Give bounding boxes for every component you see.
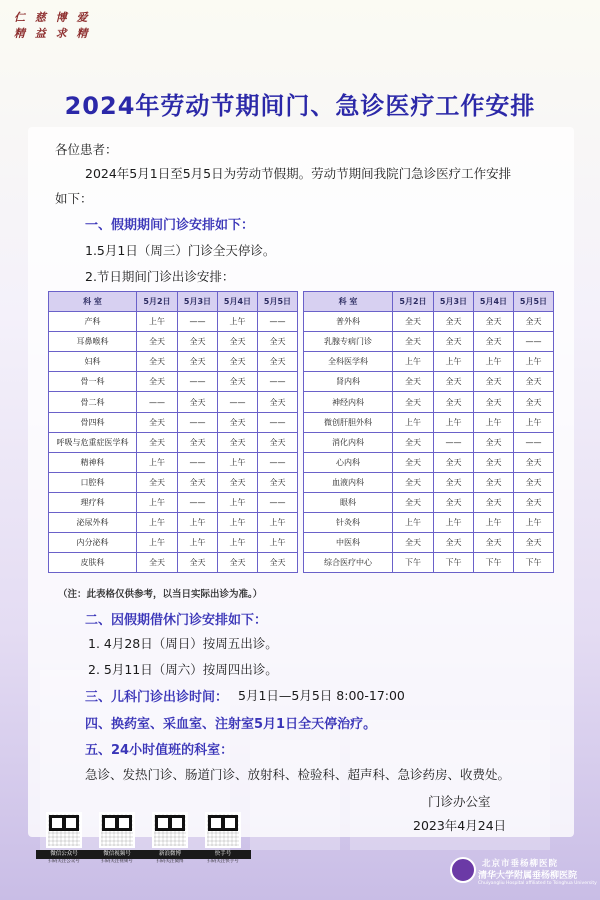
schedule-cell: 全天 [474,432,514,452]
department-cell: 针灸科 [304,513,393,533]
table-row [304,553,554,573]
department-cell: 普外科 [304,312,393,332]
schedule-cell: 全天 [514,452,554,472]
intro-line-1: 2024年5月1日至5月5日为劳动节假期。劳动节期间我院门急诊医疗工作安排 [85,166,512,181]
table-row [304,533,554,553]
department-cell: 肾内科 [304,372,393,392]
department-cell: 骨四科 [49,412,137,432]
department-cell: 中医科 [304,533,393,553]
page-title: 2024年劳动节期间门、急诊医疗工作安排 [64,92,536,120]
schedule-cell: 全天 [258,352,298,372]
slogan [14,10,91,42]
department-cell: 全科医学科 [304,352,393,372]
schedule-cell: —— [218,392,258,412]
schedule-cell: 上午 [393,513,434,533]
schedule-cell: 全天 [137,332,178,352]
hospital-logo [448,853,598,897]
table-row [304,432,554,452]
schedule-cell: —— [258,312,298,332]
schedule-cell: 上午 [218,533,258,553]
section-4-heading: 四、换药室、采血室、注射室5月1日全天停治疗。 [85,717,377,732]
schedule-cell: 全天 [514,492,554,512]
table-header-row [49,292,298,312]
table-row [49,412,298,432]
schedule-cell: 下午 [393,553,434,573]
schedule-cell: —— [514,432,554,452]
schedule-cell: 上午 [137,513,178,533]
table-row [49,533,298,553]
section-5-detail: 急诊、发热门诊、肠道门诊、放射科、检验科、超声科、急诊药房、收费处。 [85,767,511,782]
schedule-cell: 全天 [258,332,298,352]
qr-sub: 扫码关注公众号 [48,859,80,864]
header-may-2: 5月2日 [137,292,178,312]
schedule-cell: 上午 [178,513,218,533]
table-row [49,332,298,352]
schedule-cell: 上午 [137,452,178,472]
schedule-cell: 上午 [434,412,474,432]
schedule-cell: 全天 [434,492,474,512]
table-row [49,472,298,492]
table-row [304,352,554,372]
department-cell: 妇科 [49,352,137,372]
schedule-cell: 全天 [218,472,258,492]
header-may-4: 5月4日 [474,292,514,312]
schedule-cell: 全天 [137,432,178,452]
schedule-cell: 上午 [178,533,218,553]
schedule-cell: 全天 [434,452,474,472]
schedule-cell: 上午 [218,492,258,512]
schedule-cell: 全天 [514,533,554,553]
section-5-heading: 五、24小时值班的科室： [85,743,234,758]
schedule-cell: —— [514,332,554,352]
department-cell: 口腔科 [49,472,137,492]
header-may-2: 5月2日 [393,292,434,312]
schedule-cell: 全天 [218,372,258,392]
schedule-cell: 上午 [514,412,554,432]
header-may-5: 5月5日 [514,292,554,312]
section-1-item-2: 2.节日期间门诊出诊安排： [85,269,235,284]
schedule-cell: 全天 [393,392,434,412]
table-row [49,492,298,512]
schedule-cell: 全天 [434,392,474,412]
schedule-cell: —— [178,412,218,432]
intro-line-2: 如下： [55,191,93,206]
department-cell: 神经内科 [304,392,393,412]
schedule-cell: 全天 [178,352,218,372]
department-cell: 精神科 [49,452,137,472]
section-1-item-1: 1.5月1日（周三）门诊全天停诊。 [85,243,276,258]
table-row [304,452,554,472]
schedule-cell: 全天 [178,553,218,573]
schedule-cell: —— [178,372,218,392]
department-cell: 皮肤科 [49,553,137,573]
schedule-cell: 上午 [218,452,258,472]
section-1-heading: 一、假期期间门诊安排如下： [85,218,255,233]
schedule-cell: 全天 [474,312,514,332]
schedule-cell: 全天 [393,432,434,452]
schedule-cell: —— [258,452,298,472]
table-row [304,492,554,512]
slogan-line-1: 仁 慈 博 爱 [14,11,91,24]
schedule-cell: 上午 [474,412,514,432]
schedule-cell: 全天 [514,372,554,392]
schedule-cell: 全天 [218,352,258,372]
department-cell: 骨一科 [49,372,137,392]
section-3-detail: 5月1日—5月5日 8:00-17:00 [238,688,405,703]
table-row [49,452,298,472]
schedule-cell: 上午 [393,412,434,432]
header-may-4: 5月4日 [218,292,258,312]
qr-code-icon [99,812,135,848]
schedule-cell: 全天 [434,472,474,492]
schedule-cell: 全天 [393,472,434,492]
table-row [49,372,298,392]
salutation: 各位患者： [55,142,118,157]
schedule-table-right [303,291,554,573]
schedule-cell: 全天 [474,472,514,492]
schedule-cell: 全天 [474,372,514,392]
department-cell: 骨二科 [49,392,137,412]
qr-wechat-official[interactable] [36,812,92,865]
qr-sub: 扫码关注快手号 [207,859,239,864]
schedule-cell: 全天 [514,472,554,492]
schedule-cell: 全天 [258,432,298,452]
schedule-cell: 上午 [258,513,298,533]
section-2-heading: 二、因假期借休门诊安排如下： [85,613,268,628]
schedule-cell: 全天 [434,372,474,392]
schedule-cell: —— [258,372,298,392]
schedule-cell: 全天 [474,452,514,472]
schedule-cell: 全天 [393,312,434,332]
schedule-cell: —— [178,312,218,332]
schedule-cell: 全天 [258,392,298,412]
table-row [49,432,298,452]
schedule-cell: —— [178,492,218,512]
table-header-row [304,292,554,312]
qr-label: 微信公众号 [36,850,92,859]
schedule-cell: 全天 [178,472,218,492]
hospital-name-top: 北京市垂杨柳医院 [482,859,559,869]
schedule-cell: 全天 [137,472,178,492]
schedule-cell: 全天 [393,372,434,392]
schedule-cell: 全天 [218,432,258,452]
table-row [49,513,298,533]
schedule-cell: 全天 [218,553,258,573]
department-cell: 乳腺专病门诊 [304,332,393,352]
schedule-cell: 上午 [137,533,178,553]
table-row [304,472,554,492]
schedule-cell: 全天 [474,492,514,512]
qr-sub: 扫码关注视频号 [101,859,133,864]
table-row [304,392,554,412]
schedule-cell: 全天 [393,492,434,512]
header-department: 科 室 [304,292,393,312]
schedule-cell: 全天 [393,452,434,472]
schedule-cell: 全天 [434,533,474,553]
section-2-item-2: 2. 5月11日（周六）按周四出诊。 [88,662,278,677]
schedule-cell: 全天 [178,332,218,352]
qr-label: 快手号 [195,850,251,859]
header-department: 科 室 [49,292,137,312]
schedule-cell: 上午 [258,533,298,553]
section-2-item-1: 1. 4月28日（周日）按周五出诊。 [88,636,278,651]
schedule-cell: 下午 [434,553,474,573]
qr-code-icon [152,812,188,848]
schedule-cell: 全天 [474,392,514,412]
schedule-cell: 上午 [474,352,514,372]
table-row [304,513,554,533]
schedule-cell: 上午 [137,492,178,512]
department-cell: 血液内科 [304,472,393,492]
qr-weibo[interactable] [142,812,198,865]
department-cell: 理疗科 [49,492,137,512]
schedule-cell: 下午 [474,553,514,573]
department-cell: 泌尿外科 [49,513,137,533]
department-cell: 眼科 [304,492,393,512]
department-cell: 耳鼻喉科 [49,332,137,352]
slogan-line-2: 精 益 求 精 [14,27,91,40]
department-cell: 产科 [49,312,137,332]
qr-kuaishou[interactable] [195,812,251,865]
qr-wechat-video[interactable] [89,812,145,865]
left-table-body [49,312,298,573]
table-row [49,352,298,372]
qr-code-icon [46,812,82,848]
department-cell: 微创肝胆外科 [304,412,393,432]
schedule-cell: 全天 [178,392,218,412]
department-cell: 消化内科 [304,432,393,452]
signature-office: 门诊办公室 [428,794,491,809]
schedule-cell: 全天 [393,332,434,352]
header-may-3: 5月3日 [178,292,218,312]
department-cell: 呼吸与危重症医学科 [49,432,137,452]
qr-label: 微信视频号 [89,850,145,859]
qr-label: 新浪微博 [142,850,198,859]
table-row [304,332,554,352]
qr-sub: 扫码关注微博 [156,859,184,864]
schedule-cell: 全天 [434,312,474,332]
schedule-cell: —— [434,432,474,452]
schedule-cell: 全天 [514,312,554,332]
signature-date: 2023年4月24日 [413,818,507,833]
schedule-cell: 上午 [218,513,258,533]
right-table-body [304,312,554,573]
table-row [49,312,298,332]
table-row [304,312,554,332]
schedule-cell: 上午 [434,513,474,533]
schedule-cell: 全天 [137,553,178,573]
department-cell: 内分泌科 [49,533,137,553]
schedule-table-left [48,291,298,573]
section-3-heading: 三、儿科门诊出诊时间： [85,690,229,705]
schedule-cell: 全天 [137,352,178,372]
schedule-cell: 全天 [178,432,218,452]
schedule-cell: 全天 [137,412,178,432]
schedule-cell: —— [258,412,298,432]
hospital-name-en: Chuiyangliu Hospital affiliated to Tsinghua University [478,881,597,886]
table-note: （注：此表格仅供参考，以当日实际出诊为准。） [58,589,263,600]
department-cell: 综合医疗中心 [304,553,393,573]
schedule-cell: —— [178,452,218,472]
schedule-cell: 上午 [393,352,434,372]
schedule-cell: 全天 [434,332,474,352]
schedule-cell: 全天 [474,332,514,352]
table-row [304,372,554,392]
hospital-name-main: 清华大学附属垂杨柳医院 [478,871,578,881]
schedule-cell: 全天 [218,332,258,352]
schedule-cell: 全天 [258,472,298,492]
table-row [304,412,554,432]
hospital-emblem-icon [450,857,476,883]
schedule-cell: 全天 [218,412,258,432]
qr-code-icon [205,812,241,848]
schedule-cell: —— [258,492,298,512]
schedule-cell: 全天 [474,533,514,553]
header-may-5: 5月5日 [258,292,298,312]
schedule-cell: 上午 [514,513,554,533]
table-row [49,553,298,573]
department-cell: 心内科 [304,452,393,472]
schedule-cell: —— [137,392,178,412]
schedule-cell: 全天 [514,392,554,412]
schedule-cell: 上午 [434,352,474,372]
schedule-cell: 上午 [514,352,554,372]
schedule-cell: 下午 [514,553,554,573]
schedule-cell: 全天 [258,553,298,573]
schedule-cell: 上午 [137,312,178,332]
schedule-cell: 全天 [137,372,178,392]
table-row [49,392,298,412]
header-may-3: 5月3日 [434,292,474,312]
schedule-cell: 上午 [474,513,514,533]
schedule-cell: 上午 [218,312,258,332]
schedule-cell: 全天 [393,533,434,553]
